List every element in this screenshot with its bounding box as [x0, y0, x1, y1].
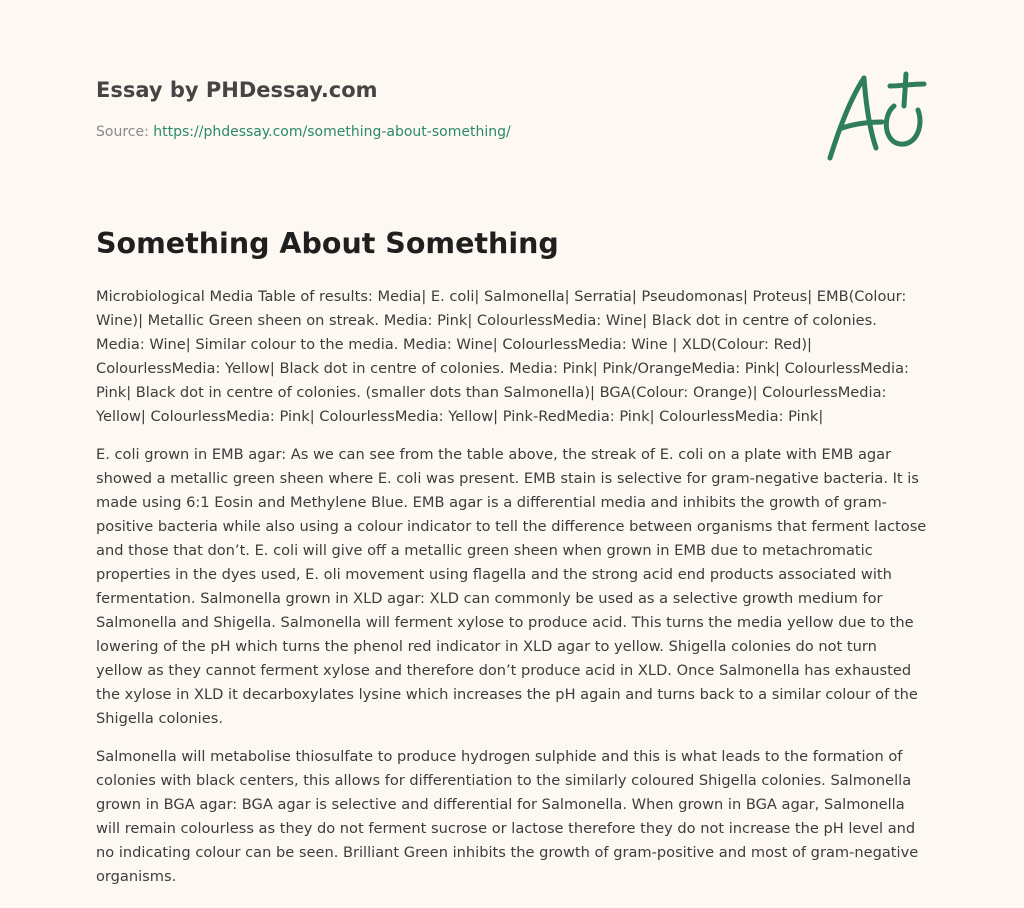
site-brand: Essay by PHDessay.com	[96, 78, 378, 102]
source-link[interactable]: https://phdessay.com/something-about-something/	[153, 124, 511, 140]
source-line	[96, 122, 796, 142]
essay-header	[96, 74, 796, 142]
a-plus-icon	[820, 66, 930, 166]
a-plus-logo	[820, 66, 930, 166]
essay-body	[96, 285, 928, 903]
essay-paragraph: Microbiological Media Table of results: Media| E. coli| Salmonella| Serratia| Pseudomonas| Proteus| EMB(Colour: Wine)| Metallic Green sheen on streak. Media: Pink| ColourlessMedia: Wine| Black dot in centre of colonies. Media: Wine| Similar colour to the media. Media: Wine| ColourlessMedia: Wine | XLD(Colour: Red)| ColourlessMedia: Yellow| Black dot in centre of colonies. Media: Pink| Pink/OrangeMedia: Pink| ColourlessMedia: Pink| Black dot in centre of colonies. (smaller dots than Salmonella)| BGA(Colour: Orange)| ColourlessMedia: Yellow| ColourlessMedia: Pink| ColourlessMedia: Yellow| Pink-RedMedia: Pink| ColourlessMedia: Pink|	[96, 288, 909, 425]
essay-paragraph: Salmonella will metabolise thiosulfate to produce hydrogen sulphide and this is what leads to the formation of colonies with black centers, this allows for differentiation to the similarly coloured Shigella colonies. Salmonella grown in BGA agar: BGA agar is selective and differential for Salmonella. When grown in BGA agar, Salmonella will remain colourless as they do not ferment sucrose or lactose therefore they do not increase the pH level and no indicating colour can be seen. Brilliant Green inhibits the growth of gram-positive and most of gram-negative organisms.	[96, 748, 919, 885]
essay-title: Something About Something	[96, 227, 559, 260]
essay-paragraph: E. coli grown in EMB agar: As we can see from the table above, the streak of E. coli on a plate with EMB agar showed a metallic green sheen where E. coli was present. EMB stain is selective for gram-negative bacteria. It is made using 6:1 Eosin and Methylene Blue. EMB agar is a differential media and inhibits the growth of gram-positive bacteria while also using a colour indicator to tell the difference between organisms that ferment lactose and those that don’t. E. coli will give off a metallic green sheen when grown in EMB due to metachromatic properties in the dyes used, E. oli movement using flagella and the strong acid end products associated with fermentation. Salmonella grown in XLD agar: XLD can commonly be used as a selective growth medium for Salmonella and Shigella. Salmonella will ferment xylose to produce acid. This turns the media yellow due to the lowering of the pH which turns the phenol red indicator in XLD agar to yellow. Shigella colonies do not turn yellow as they cannot ferment xylose and therefore don’t produce acid in XLD. Once Salmonella has exhausted the xylose in XLD it decarboxylates lysine which increases the pH again and turns back to a similar colour of the Shigella colonies.	[96, 446, 927, 727]
source-label: Source:	[96, 124, 149, 140]
